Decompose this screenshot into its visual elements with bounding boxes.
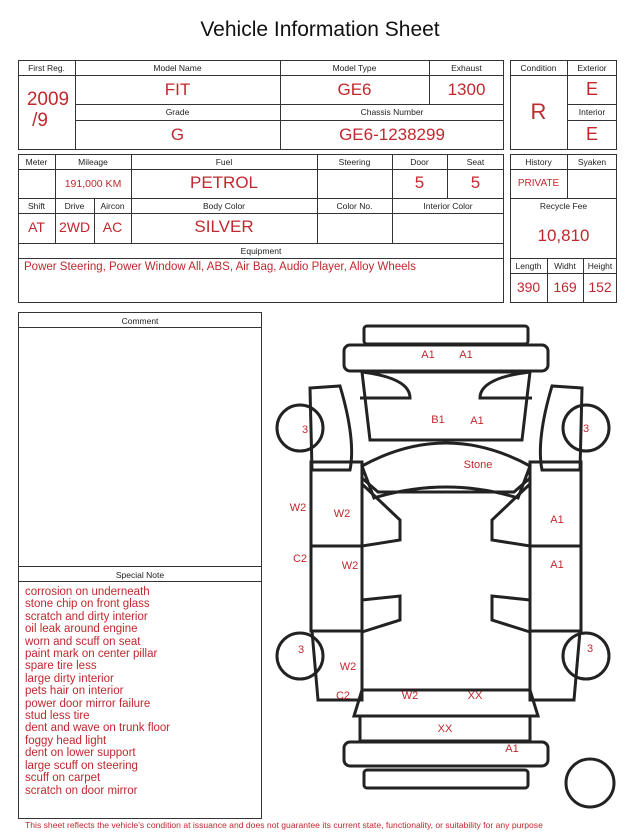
list-item: large scuff on steering [25, 759, 138, 772]
exhaust-value: 1300 [447, 80, 486, 99]
car-damage-diagram [270, 320, 622, 816]
comment-label: Comment [121, 316, 159, 326]
list-item: corrosion on underneath [25, 586, 150, 598]
recycle-fee-label: Recycle Fee [539, 201, 588, 211]
door-value: 5 [414, 173, 425, 192]
condition-label: Condition [520, 63, 557, 73]
body-color-value: SILVER [194, 217, 254, 236]
list-item: spare tire less [25, 660, 97, 673]
list-item: dent on lower support [25, 747, 136, 760]
first-reg-label: First Reg. [28, 63, 65, 73]
mark-front-bumper-left: A1 [421, 349, 435, 361]
body-color-label: Body Color [202, 201, 246, 211]
condition-grade: R [530, 99, 547, 124]
list-item: paint mark on center pillar [25, 648, 158, 661]
list-item: power door mirror failure [25, 697, 151, 710]
interior-label: Interior [578, 107, 606, 117]
model-name-label: Model Name [153, 63, 202, 73]
model-name-value: FIT [164, 80, 191, 99]
height-label: Height [587, 261, 613, 271]
first-reg-year: 2009 [26, 89, 70, 110]
exhaust-label: Exhaust [451, 63, 482, 73]
mark-rear-gate-left: W2 [401, 690, 419, 702]
list-item: oil leak around engine [25, 623, 138, 636]
list-item: scuff on carpet [25, 772, 101, 785]
meter-label: Meter [25, 157, 48, 167]
mark-left-fender: W2 [289, 502, 307, 514]
width-label: Widht [554, 261, 576, 271]
exterior-grade: E [585, 79, 598, 99]
fuel-value: PETROL [189, 173, 259, 192]
length-value: 390 [516, 279, 541, 295]
mark-rear-bumper: A1 [505, 743, 519, 755]
seat-label: Seat [466, 157, 485, 167]
drive-label: Drive [64, 201, 85, 211]
exterior-label: Exterior [577, 63, 607, 73]
aircon-value: AC [102, 219, 123, 235]
list-item: large dirty interior [25, 672, 114, 685]
grade-label: Grade [165, 107, 190, 117]
equipment-value: Power Steering, Power Window All, ABS, Air Bag, Audio Player, Alloy Wheels [24, 261, 416, 273]
fuel-label: Fuel [215, 157, 233, 167]
mark-left-rear-door-outer: C2 [292, 553, 308, 565]
seat-value: 5 [470, 173, 481, 192]
special-notes-list [25, 586, 255, 797]
height-value: 152 [588, 279, 612, 295]
mark-right-rear-door: A1 [550, 559, 564, 571]
chassis-number-label: Chassis Number [360, 107, 424, 117]
color-no-label: Color No. [336, 201, 373, 211]
recycle-fee-value: 10,810 [537, 226, 590, 245]
model-type-value: GE6 [337, 80, 372, 99]
length-label: Length [515, 261, 542, 271]
chassis-number-value: GE6-1238299 [339, 125, 445, 144]
shift-label: Shift [27, 201, 45, 211]
equipment-label: Equipment [240, 246, 282, 256]
model-type-label: Model Type [332, 63, 377, 73]
mark-left-rear-door-inner: W2 [341, 560, 359, 572]
mark-hood-b1: B1 [431, 414, 445, 426]
mark-rear-lower: XX [437, 723, 453, 735]
mark-windshield: Stone [463, 459, 493, 471]
aircon-label: Aircon [100, 201, 125, 211]
grade-value: G [170, 125, 185, 144]
syaken-label: Syaken [577, 157, 607, 167]
disclaimer-footer: This sheet reflects the vehicle's condition at issuance and does not guarantee its current state, functionality, or suitability for any purpose [25, 820, 543, 830]
mark-hood-a1: A1 [470, 415, 484, 427]
list-item: worn and scuff on seat [25, 635, 141, 648]
width-value: 169 [553, 279, 577, 295]
history-label: History [525, 157, 552, 167]
list-item: foggy head light [25, 734, 107, 747]
drive-value: 2WD [58, 219, 91, 235]
special-note-label: Special Note [115, 570, 165, 580]
page-title: Vehicle Information Sheet [200, 18, 440, 41]
door-label: Door [410, 157, 429, 167]
list-item: scratch on door mirror [25, 784, 138, 797]
mark-front-bumper-right: A1 [459, 349, 473, 361]
mark-left-rear-corner: C2 [335, 690, 351, 702]
mark-left-front-door-inner: W2 [333, 508, 351, 520]
list-item: stud less tire [25, 710, 90, 723]
interior-grade: E [585, 124, 598, 144]
mark-rear-gate-right: XX [467, 690, 483, 702]
mark-left-rear-wheel: 3 [297, 644, 305, 656]
mark-right-front-door: A1 [550, 514, 564, 526]
list-item: stone chip on front glass [25, 598, 150, 611]
steering-label: Steering [338, 157, 371, 167]
shift-value: AT [28, 219, 45, 235]
mark-right-rear-wheel: 3 [586, 643, 594, 655]
mileage-label: Mileage [78, 157, 108, 167]
list-item: pets hair on interior [25, 685, 124, 698]
mark-right-front-wheel: 3 [582, 423, 590, 435]
history-value: PRIVATE [517, 178, 560, 189]
interior-color-label: Interior Color [423, 201, 473, 211]
list-item: dent and wave on trunk floor [25, 722, 171, 735]
list-item: scratch and dirty interior [25, 610, 148, 623]
mileage-value: 191,000 KM [64, 178, 122, 190]
first-reg-month: /9 [32, 110, 48, 131]
mark-left-front-wheel: 3 [301, 424, 309, 436]
mark-left-quarter: W2 [339, 661, 357, 673]
